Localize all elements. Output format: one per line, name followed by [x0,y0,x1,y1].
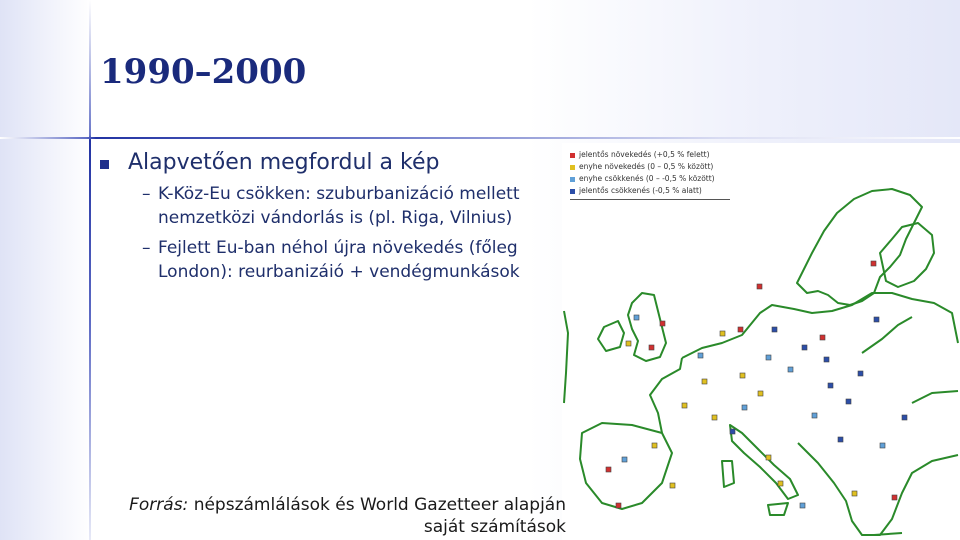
city-marker [846,399,851,404]
legend-swatch-lightblue [570,177,575,182]
city-marker [660,321,665,326]
europe-map-graphic [562,143,960,540]
city-marker [778,481,783,486]
city-marker [838,437,843,442]
city-marker [858,371,863,376]
iberia-coast [580,423,672,509]
source-line-2: saját számítások [423,517,566,537]
legend-swatch-red [570,153,575,158]
france-coast [650,358,682,433]
crete-coast [874,533,902,535]
city-marker [820,335,825,340]
slide-title: 1990–2000 [100,52,307,92]
source-line-1 [118,494,566,516]
source-label: Forrás: [129,495,189,515]
city-marker [852,491,857,496]
city-marker [874,317,879,322]
dash-2: – [142,238,151,258]
source-text: népszámlálások és World Gazetteer alapján [193,495,566,515]
black-sea-coast [912,391,958,403]
city-marker [772,327,777,332]
city-marker [766,355,771,360]
city-marker [788,367,793,372]
source-caption [118,494,566,538]
sardinia-coast [722,461,734,487]
city-marker [800,503,805,508]
sicily-coast [768,503,788,515]
vertical-rule [89,0,91,540]
legend-label-1: jelentős növekedés (+0,5 % felett) [579,150,710,159]
city-marker [698,353,703,358]
legend-row-3 [570,173,730,185]
city-marker [758,391,763,396]
dash-1: – [142,184,151,204]
ireland-coast [598,321,624,351]
city-marker [824,357,829,362]
city-marker [670,483,675,488]
legend-row-2 [570,161,730,173]
city-marker [606,467,611,472]
city-marker [634,315,639,320]
finland-coast [880,223,934,287]
legend-swatch-darkblue [570,189,575,194]
city-marker [720,331,725,336]
map-legend [570,149,730,200]
city-marker [649,345,654,350]
city-marker [766,455,771,460]
city-marker [702,379,707,384]
sub-bullet-2-text: Fejlett Eu-ban néhol újra növekedés (főleg London): reurbanizáió + vendégmunkások [158,238,520,282]
city-marker [652,443,657,448]
city-marker [626,341,631,346]
sub-bullet-1-text: K-Köz-Eu csökken: szuburbanizáció mellett nemzetközi vándorlás is (pl. Riga, Vilnius) [158,184,520,228]
balkan-coast [798,443,958,535]
left-decor-band [0,0,92,540]
city-marker [682,403,687,408]
north-continent-coast [682,293,958,358]
city-marker [712,415,717,420]
city-marker [892,495,897,500]
coastlines [564,189,958,535]
italy-coast [730,425,798,499]
city-marker [740,373,745,378]
legend-label-3: enyhe csökkenés (0 – -0,5 % között) [579,174,715,183]
legend-label-2: enyhe növekedés (0 – 0,5 % között) [579,162,714,171]
main-bullet: Alapvetően megfordul a kép [128,150,440,175]
city-marker [802,345,807,350]
city-marker [902,415,907,420]
west-edge-coast [564,311,568,403]
city-marker [738,327,743,332]
city-marker [622,457,627,462]
city-marker [742,405,747,410]
baltic-coast [862,317,912,353]
legend-swatch-yellow [570,165,575,170]
city-marker [880,443,885,448]
horizontal-rule [0,137,960,139]
city-marker [828,383,833,388]
scandinavia-coast [797,189,922,305]
bullet-square-icon [100,160,109,169]
city-marker [757,284,762,289]
city-marker [730,429,735,434]
legend-row-1 [570,149,730,161]
legend-row-4 [570,185,730,197]
britain-coast [628,293,666,361]
legend-label-4: jelentős csökkenés (-0,5 % alatt) [579,186,702,195]
city-marker [616,503,621,508]
city-marker [812,413,817,418]
city-marker [871,261,876,266]
europe-map [562,143,960,540]
